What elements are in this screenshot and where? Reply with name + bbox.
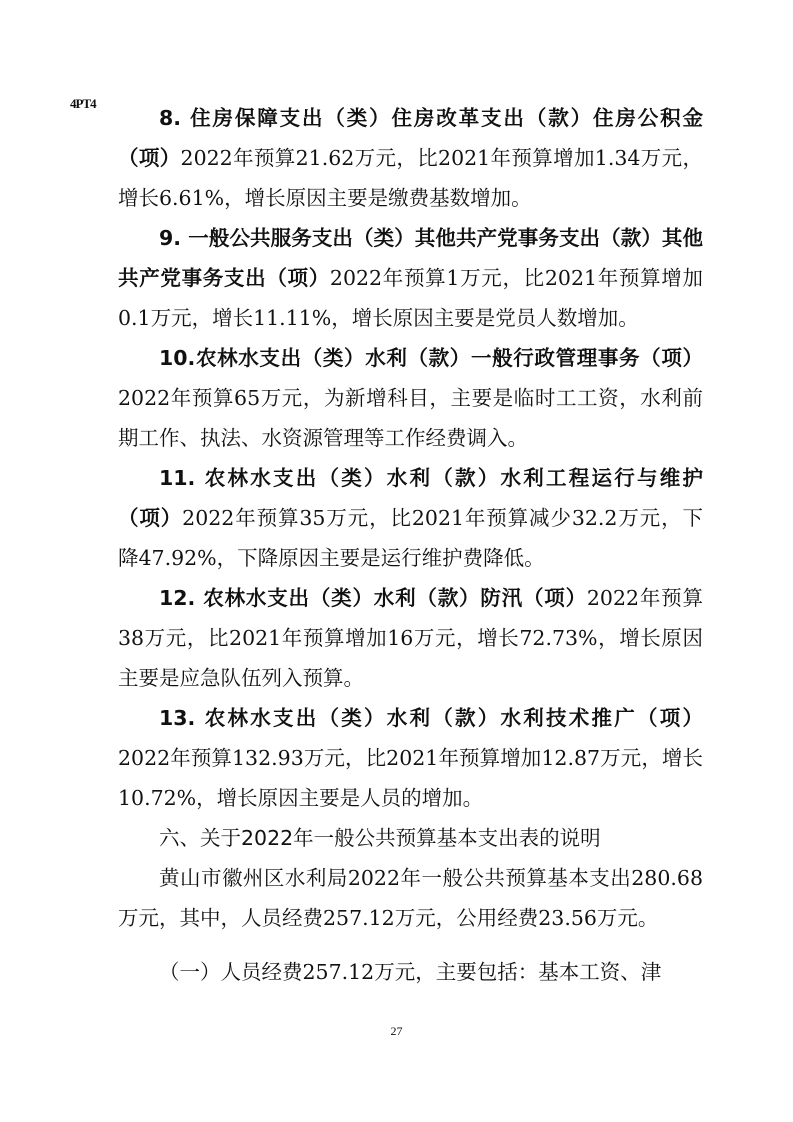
item-13-title: 13. 农林水支出（类）水利（款）水利技术推广（项）: [159, 706, 703, 730]
item-12-text: 2022年预算38万元，比2021年预算增加16万元，增长72.73%，增长原因主要是应急队伍列入预算。: [118, 586, 703, 690]
item-9: [118, 218, 703, 338]
section-paragraph: 黄山市徽州区水利局2022年一般公共预算基本支出280.68万元，其中，人员经费257.12万元，公用经费23.56万元。: [118, 866, 703, 930]
item-8-title: 8. 住房保障支出（类）住房改革支出（款）住房公积金（项）: [118, 106, 703, 170]
item-10-text: 2022年预算65万元，为新增科目，主要是临时工工资，水利前期工作、执法、水资源管理等工作经费调入。: [118, 386, 703, 450]
item-9-title: 9. 一般公共服务支出（类）其他共产党事务支出（款）其他共产党事务支出（项）: [118, 226, 703, 290]
personnel-expense-paragraph: （一）人员经费257.12万元，主要包括：基本工资、津: [159, 960, 662, 984]
item-8-text: 2022年预算21.62万元，比2021年预算增加1.34万元，增长6.61%，增长原因主要是缴费基数增加。: [118, 146, 703, 210]
item-12: [118, 578, 703, 698]
item-10: [118, 338, 703, 458]
page-number: 27: [390, 1024, 403, 1038]
item-11-text: 2022年预算35万元，比2021年预算减少32.2万元，下降47.92%，下降原因主要是运行维护费降低。: [118, 506, 704, 570]
item-12-title: 12. 农林水支出（类）水利（款）防汛（项）: [159, 586, 587, 610]
item-13-text: 2022年预算132.93万元，比2021年预算增加12.87万元，增长10.72%，增长原因主要是人员的增加。: [118, 746, 703, 810]
item-10-title: 10.农林水支出（类）水利（款）一般行政管理事务（项）: [159, 346, 703, 370]
item-11-title: 11. 农林水支出（类）水利（款）水利工程运行与维护（项）: [118, 466, 703, 530]
document-body: [118, 98, 703, 992]
item-8: [118, 98, 703, 218]
item-11: [118, 458, 703, 578]
section-heading: 六、关于2022年一般公共预算基本支出表的说明: [159, 826, 601, 850]
item-13: [118, 698, 703, 818]
corner-mark: 4PT4: [70, 96, 96, 111]
item-9-text: 2022年预算1万元，比2021年预算增加0.1万元，增长11.11%，增长原因主要是党员人数增加。: [118, 266, 703, 330]
